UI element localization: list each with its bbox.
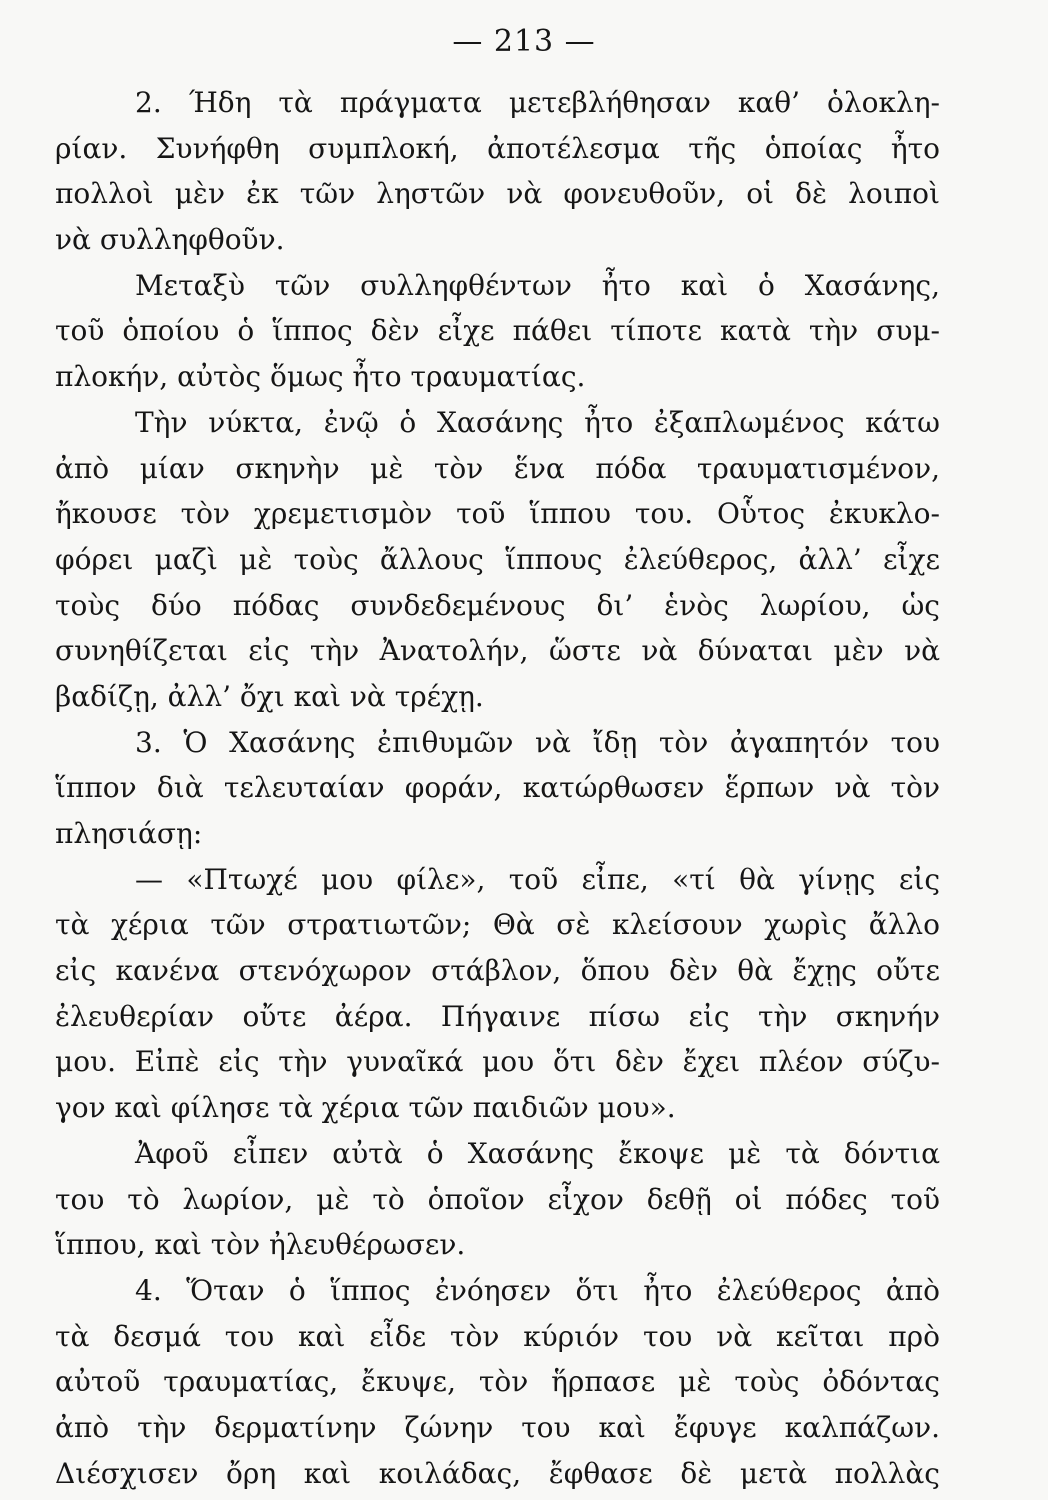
text-line: ἐλευθερίαν οὔτε ἀέρα. Πήγαινε πίσω εἰς τὴν σκηνήν bbox=[55, 999, 940, 1033]
text-line: τοῦ ὁποίου ὁ ἵππος δὲν εἶχε πάθει τίποτε κατὰ τὴν συμ- bbox=[55, 314, 940, 348]
text-line: τὰ δεσμά του καὶ εἶδε τὸν κύριόν του νὰ κεῖται πρὸ bbox=[55, 1319, 940, 1353]
text-line: νὰ συλληφθοῦν. bbox=[55, 223, 285, 257]
text-line: εἰς κανένα στενόχωρον στάβλον, ὅπου δὲν θὰ ἔχῃς οὔτε bbox=[55, 954, 940, 988]
text-line: του τὸ λωρίον, μὲ τὸ ὁποῖον εἶχον δεθῇ οἱ πόδες τοῦ bbox=[55, 1182, 940, 1216]
text-line: ἵππον διὰ τελευταίαν φοράν, κατώρθωσεν ἕρπων νὰ τὸν bbox=[55, 771, 940, 805]
text-line: ἀπὸ τὴν δερματίνην ζώνην του καὶ ἔφυγε καλπάζων. bbox=[55, 1410, 940, 1444]
text-line: 2. Ήδη τὰ πράγματα μετεβλήθησαν καθ’ ὁλοκλη- bbox=[135, 86, 940, 119]
text-line: ἀπὸ μίαν σκηνὴν μὲ τὸν ἕνα πόδα τραυματισμένον, bbox=[55, 451, 940, 485]
text-line: Ἀφοῦ εἶπεν αὐτὰ ὁ Χασάνης ἔκοψε μὲ τὰ δόντια bbox=[135, 1136, 940, 1170]
text-line: — «Πτωχέ μου φίλε», τοῦ εἶπε, «τί θὰ γίνῃς εἰς bbox=[135, 862, 940, 896]
text-line: πλησιάσῃ: bbox=[55, 817, 203, 850]
text-line: Μεταξὺ τῶν συλληφθέντων ἦτο καὶ ὁ Χασάνης, bbox=[135, 268, 940, 302]
text-line: ρίαν. Συνήφθη συμπλοκή, ἀποτέλεσμα τῆς ὁποίας ἦτο bbox=[55, 131, 940, 165]
text-line: πλοκήν, αὐτὸς ὅμως ἦτο τραυματίας. bbox=[55, 360, 586, 394]
text-line: ἤκουσε τὸν χρεμετισμὸν τοῦ ἵππου του. Οὗτος ἐκυκλο- bbox=[55, 497, 940, 531]
text-line: 4. Ὅταν ὁ ἵππος ἐνόησεν ὅτι ἦτο ἐλεύθερος ἀπὸ bbox=[135, 1273, 940, 1307]
text-line: τὰ χέρια τῶν στρατιωτῶν; Θὰ σὲ κλείσουν χωρὶς ἄλλο bbox=[55, 908, 940, 942]
text-line: συνηθίζεται εἰς τὴν Ἀνατολήν, ὥστε νὰ δύναται μὲν νὰ bbox=[55, 634, 940, 668]
text-line: πολλοὶ μὲν ἐκ τῶν ληστῶν νὰ φονευθοῦν, οἱ δὲ λοιποὶ bbox=[55, 177, 940, 211]
text-line: μου. Εἰπὲ εἰς τὴν γυναῖκά μου ὅτι δὲν ἔχει πλέον σύζυ- bbox=[55, 1045, 940, 1079]
text-line: 3. Ὁ Χασάνης ἐπιθυμῶν νὰ ἴδῃ τὸν ἀγαπητόν του bbox=[135, 725, 940, 759]
text-line: ἵππου, καὶ τὸν ἠλευθέρωσεν. bbox=[55, 1228, 466, 1262]
body-text bbox=[55, 80, 940, 1496]
text-line: Τὴν νύκτα, ἐνῷ ὁ Χασάνης ἦτο ἐξαπλωμένος κάτω bbox=[135, 405, 940, 439]
text-line: τοὺς δύο πόδας συνδεδεμένους δι’ ἑνὸς λωρίου, ὡς bbox=[55, 588, 940, 622]
text-line: γον καὶ φίλησε τὰ χέρια τῶν παιδιῶν μου». bbox=[55, 1091, 676, 1125]
text-line: φόρει μαζὶ μὲ τοὺς ἄλλους ἵππους ἐλεύθερος, ἀλλ’ εἶχε bbox=[55, 542, 940, 576]
text-line: Διέσχισεν ὄρη καὶ κοιλάδας, ἔφθασε δὲ μετὰ πολλὰς bbox=[55, 1456, 940, 1490]
text-line: βαδίζῃ, ἀλλ’ ὄχι καὶ νὰ τρέχῃ. bbox=[55, 679, 484, 713]
page-number: — 213 — bbox=[452, 24, 596, 59]
text-line: αὐτοῦ τραυματίας, ἔκυψε, τὸν ἥρπασε μὲ τοὺς ὀδόντας bbox=[55, 1365, 940, 1399]
